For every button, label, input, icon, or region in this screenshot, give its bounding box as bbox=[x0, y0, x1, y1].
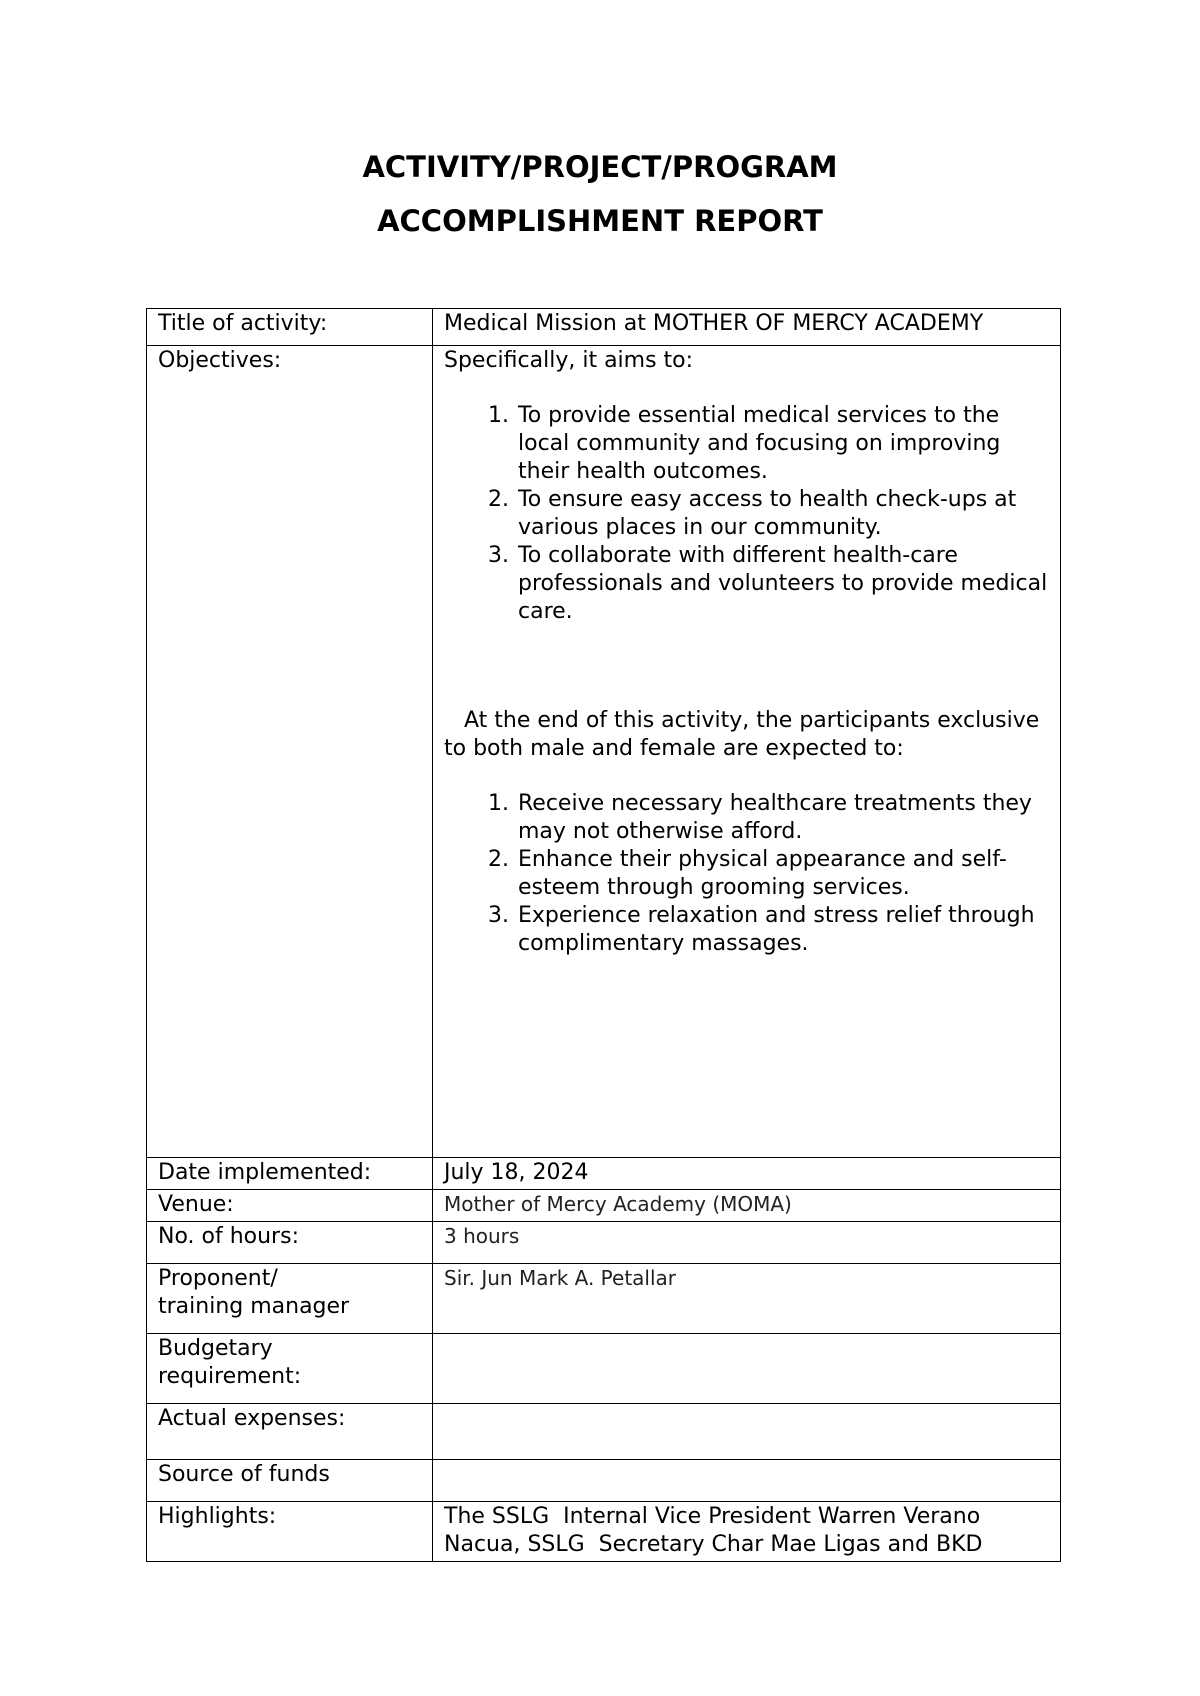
hours-label: No. of hours: bbox=[147, 1222, 433, 1264]
list-item: 2. Enhance their physical appearance and self-esteem through grooming services. bbox=[516, 846, 1050, 902]
budget-value bbox=[433, 1334, 1061, 1404]
proponent-label: Proponent/ training manager bbox=[147, 1264, 433, 1334]
date-value: July 18, 2024 bbox=[433, 1158, 1061, 1190]
expenses-label: Actual expenses: bbox=[147, 1404, 433, 1460]
title-value: Medical Mission at MOTHER OF MERCY ACADEMY bbox=[433, 309, 1061, 346]
funds-label: Source of funds bbox=[147, 1460, 433, 1502]
highlights-label: Highlights: bbox=[147, 1502, 433, 1562]
row-expenses bbox=[147, 1404, 1061, 1460]
venue-value: Mother of Mercy Academy (MOMA) bbox=[433, 1190, 1061, 1222]
row-hours bbox=[147, 1222, 1061, 1264]
list-item: 3. Experience relaxation and stress relief through complimentary massages. bbox=[516, 902, 1050, 958]
document-title bbox=[0, 140, 1200, 248]
row-title bbox=[147, 309, 1061, 346]
list-item: 3. To collaborate with different health-care professionals and volunteers to provide medical care. bbox=[516, 542, 1050, 626]
list-item: 2. To ensure easy access to health check-ups at various places in our community. bbox=[516, 486, 1050, 542]
row-highlights bbox=[147, 1502, 1061, 1562]
row-date bbox=[147, 1158, 1061, 1190]
hours-value: 3 hours bbox=[433, 1222, 1061, 1264]
funds-value bbox=[433, 1460, 1061, 1502]
venue-label: Venue: bbox=[147, 1190, 433, 1222]
objectives-intro: Specifically, it aims to: bbox=[444, 348, 694, 373]
budget-label: Budgetary requirement: bbox=[147, 1334, 433, 1404]
list-item: 1. Receive necessary healthcare treatments they may not otherwise afford. bbox=[516, 790, 1050, 846]
proponent-value: Sir. Jun Mark A. Petallar bbox=[433, 1264, 1061, 1334]
expected-intro: At the end of this activity, the participants exclusive to both male and female are expected to: bbox=[444, 708, 1040, 761]
report-table bbox=[146, 308, 1061, 1562]
objectives-cell bbox=[433, 346, 1061, 1158]
aims-list bbox=[444, 402, 1050, 626]
title-line-2: ACCOMPLISHMENT REPORT bbox=[377, 204, 823, 238]
list-item: 1. To provide essential medical services to the local community and focusing on improving their health outcomes. bbox=[516, 402, 1050, 486]
row-objectives bbox=[147, 346, 1061, 1158]
row-budget bbox=[147, 1334, 1061, 1404]
title-label: Title of activity: bbox=[147, 309, 433, 346]
highlights-value: The SSLG Internal Vice President Warren Verano Nacua, SSLG Secretary Char Mae Ligas and BKD bbox=[433, 1502, 1061, 1562]
expected-list bbox=[444, 790, 1050, 958]
row-venue bbox=[147, 1190, 1061, 1222]
date-label: Date implemented: bbox=[147, 1158, 433, 1190]
objectives-label: Objectives: bbox=[147, 346, 433, 1158]
row-funds bbox=[147, 1460, 1061, 1502]
row-proponent bbox=[147, 1264, 1061, 1334]
expenses-value bbox=[433, 1404, 1061, 1460]
title-line-1: ACTIVITY/PROJECT/PROGRAM bbox=[362, 150, 838, 184]
